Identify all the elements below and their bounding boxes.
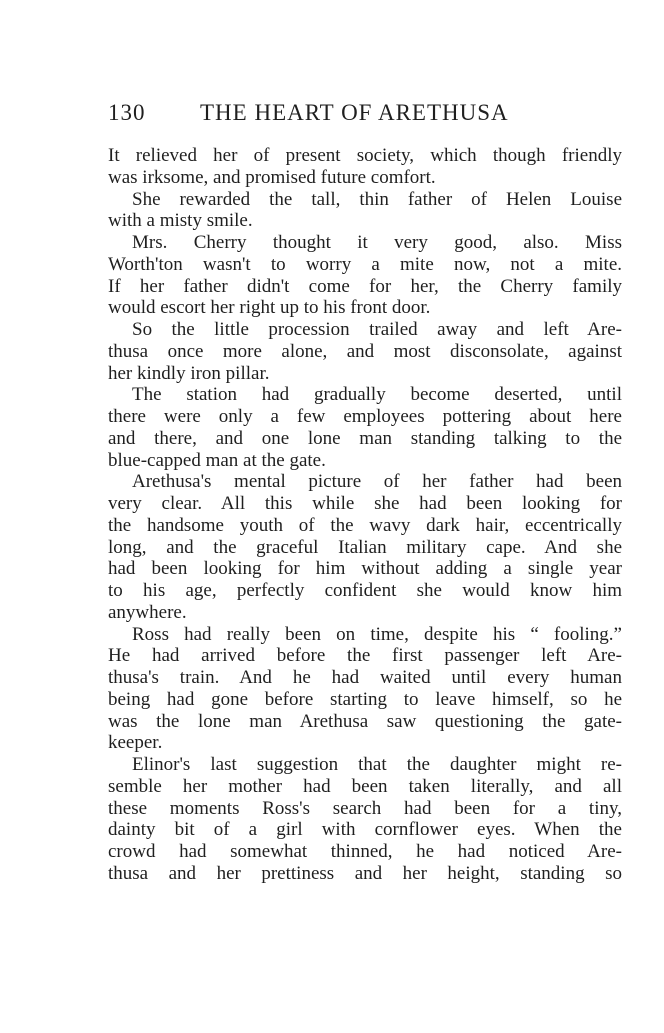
text-line: Ross had really been on time, despite his “ fooling.” (132, 623, 622, 645)
text-line: dainty bit of a girl with cornflower eyes. When the (108, 819, 622, 841)
text-line: her kindly iron pillar. (108, 362, 270, 384)
text-line: would escort her right up to his front door. (108, 297, 431, 319)
text-line: The station had gradually become deserted, until (132, 384, 622, 406)
text-line: to his age, perfectly confident she would know him (108, 580, 622, 601)
text-line: thusa and her prettiness and her height, standing so (108, 862, 622, 884)
text-line: the handsome youth of the wavy dark hair, eccentrically (108, 514, 622, 536)
text-line: anywhere. (108, 601, 187, 623)
book-title: THE HEART OF ARETHUSA (200, 100, 509, 125)
text-line: long, and the graceful Italian military cape. And she (108, 536, 622, 558)
text-line: It relieved her of present society, which though friendly (108, 145, 622, 166)
text-line: He had arrived before the first passenger left Are- (108, 645, 622, 667)
text-line: crowd had somewhat thinned, he had noticed Are- (108, 841, 622, 862)
text-line: So the little procession trailed away and left Are- (132, 319, 622, 340)
text-line: with a misty smile. (108, 210, 253, 232)
text-line: Elinor's last suggestion that the daughter might re- (132, 754, 622, 775)
text-line: was the lone man Arethusa saw questioning the gate- (108, 710, 622, 732)
running-head (108, 100, 624, 130)
text-line: keeper. (108, 732, 163, 754)
text-line: Worth'ton wasn't to worry a mite now, not a mite. (108, 253, 622, 275)
text-line: thusa once more alone, and most disconsolate, against (108, 340, 622, 362)
text-line: semble her mother had been taken literally, and all (108, 775, 622, 797)
text-line: thusa's train. And he had waited until every human (108, 667, 622, 688)
text-line: was irksome, and promised future comfort. (108, 166, 436, 188)
page-number: 130 (108, 100, 146, 125)
text-line: there were only a few employees pottering about here (108, 406, 622, 427)
text-line: had been looking for him without adding a single year (108, 558, 622, 580)
text-line: Mrs. Cherry thought it very good, also. Miss (132, 232, 622, 253)
text-line: these moments Ross's search had been for a tiny, (108, 797, 622, 819)
text-line: blue-capped man at the gate. (108, 449, 326, 471)
text-line: She rewarded the tall, thin father of Helen Louise (132, 188, 622, 210)
text-line: If her father didn't come for her, the Cherry family (108, 275, 622, 297)
text-line: Arethusa's mental picture of her father had been (132, 471, 622, 493)
text-line: being had gone before starting to leave himself, so he (108, 688, 622, 710)
text-body (108, 145, 622, 885)
text-line: and there, and one lone man standing talking to the (108, 427, 622, 449)
text-line: very clear. All this while she had been looking for (108, 493, 622, 514)
